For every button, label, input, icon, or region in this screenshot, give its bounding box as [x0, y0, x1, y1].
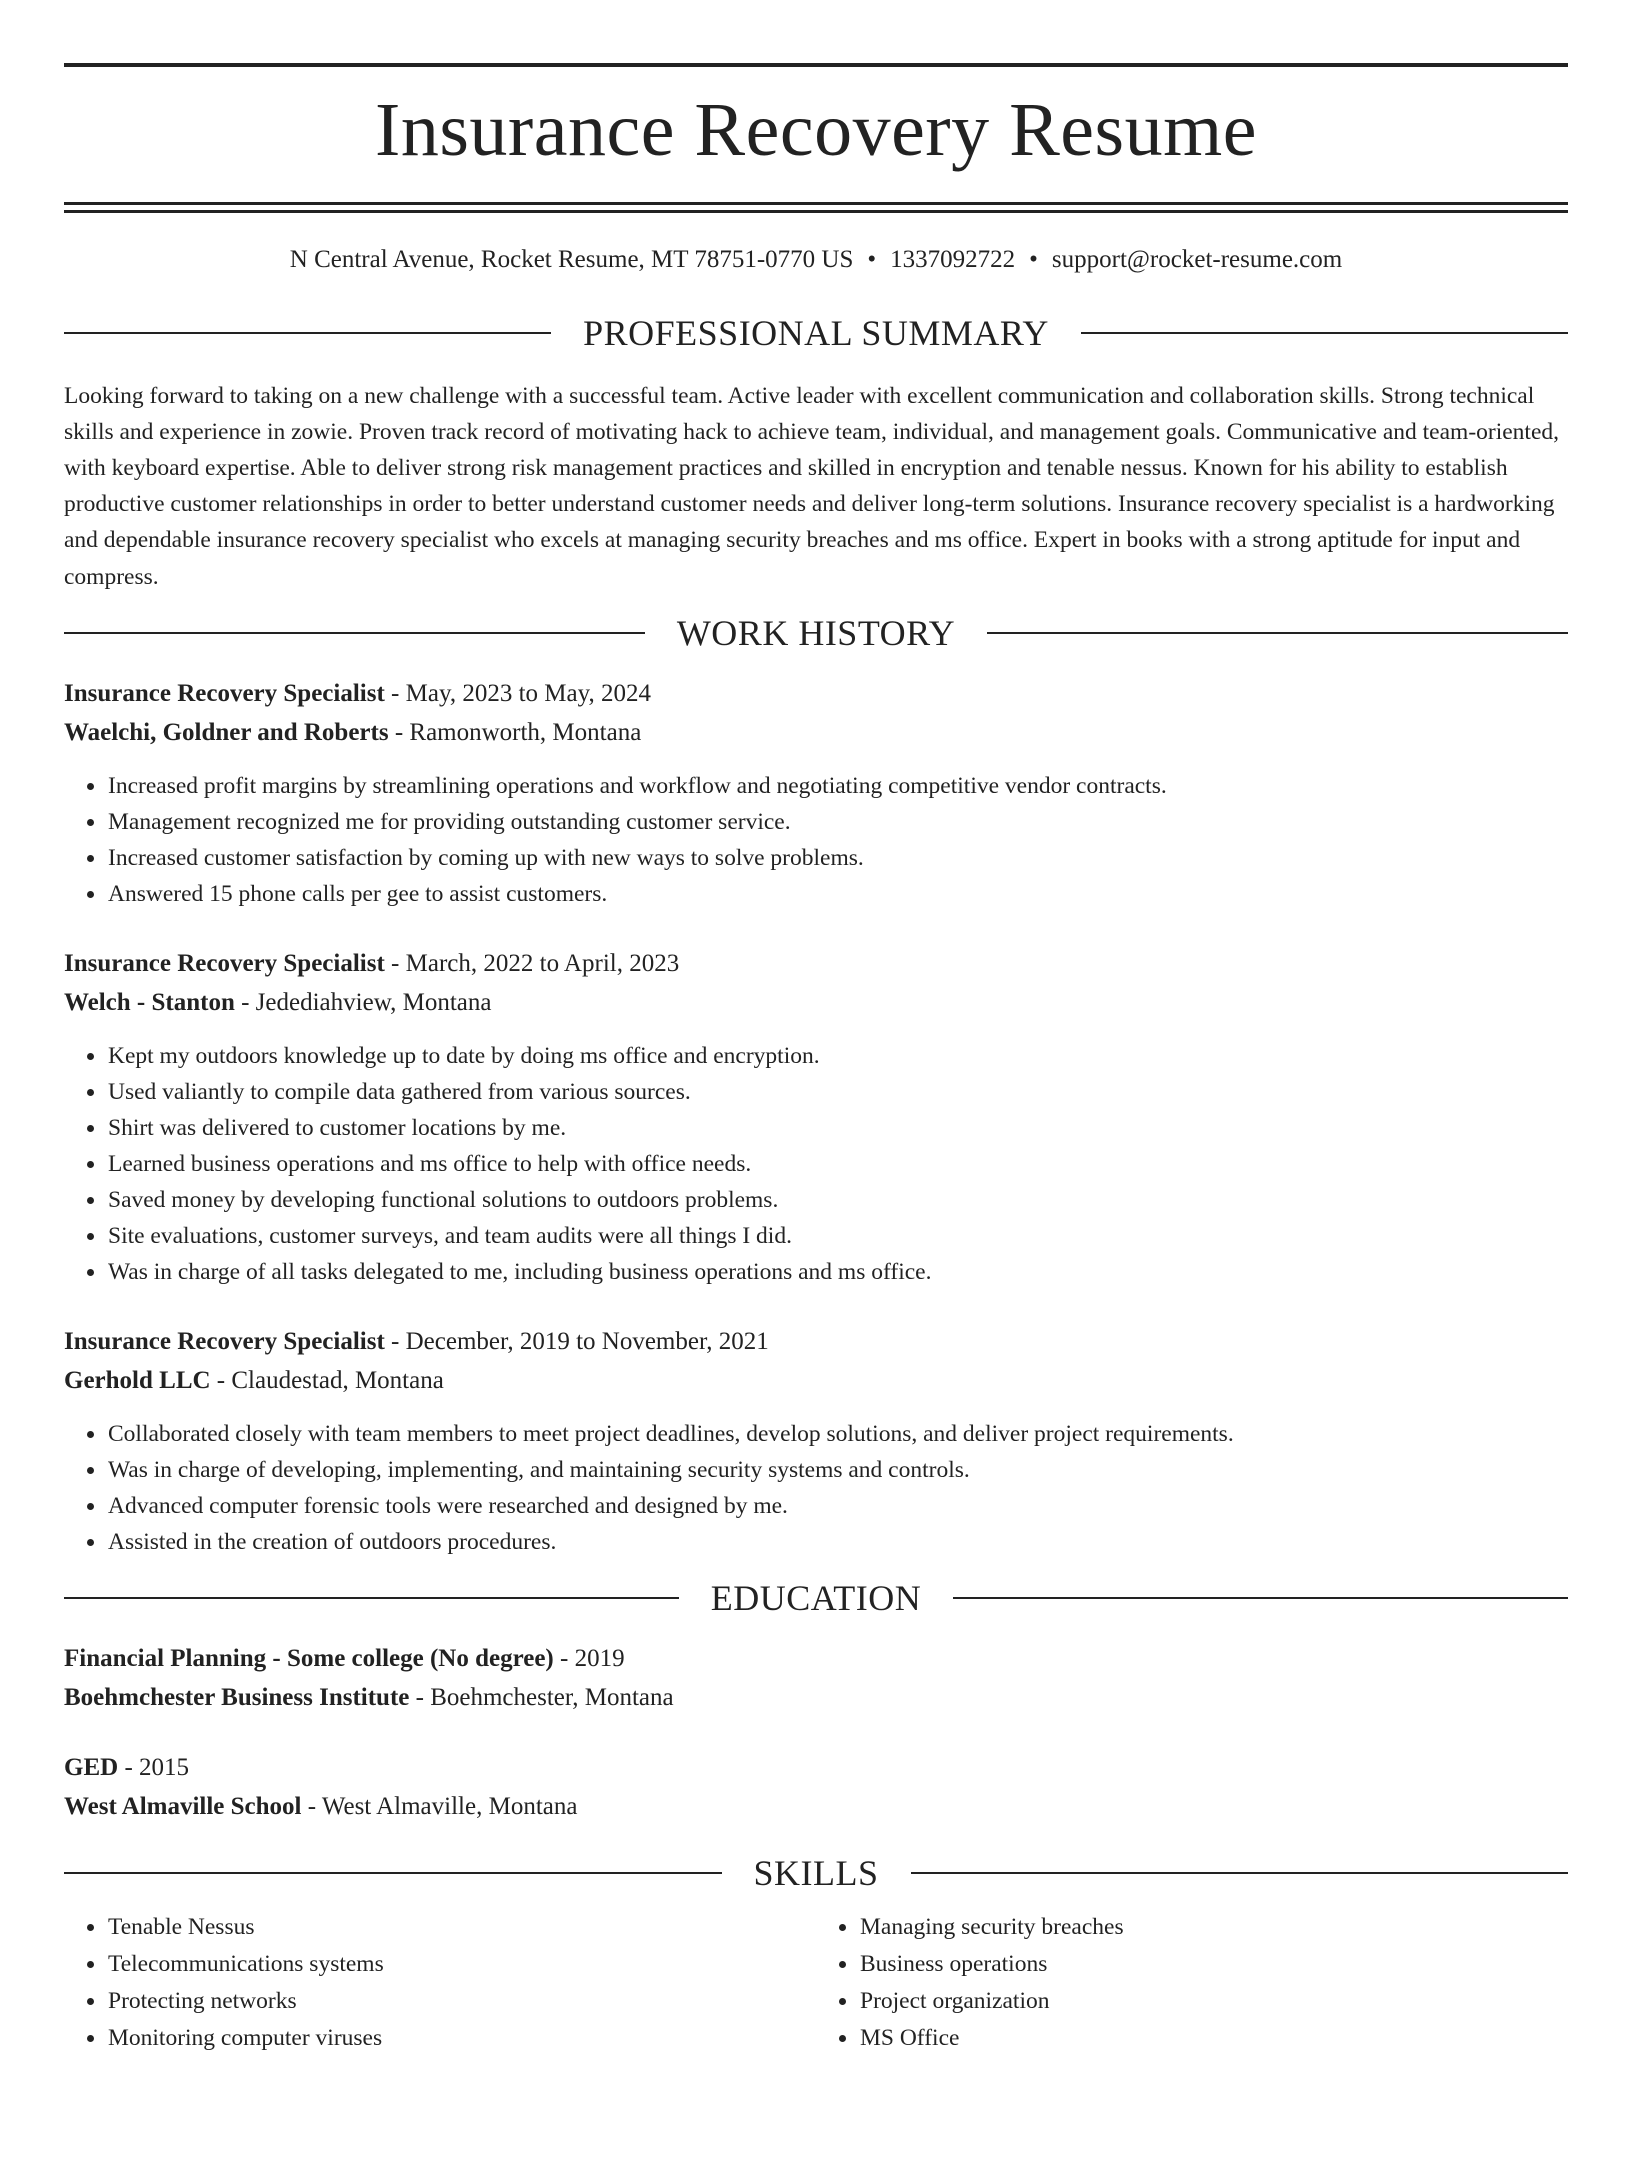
list-item: • Saved money by developing functional solutions to outdoors problems. — [107, 1182, 1568, 1218]
education-entry — [64, 1639, 1568, 1717]
list-item: • Management recognized me for providing outstanding customer service. — [107, 804, 1568, 840]
work-heading-label: WORK HISTORY — [676, 612, 956, 653]
education-heading — [64, 1577, 1568, 1618]
contact-phone: 1337092722 — [890, 245, 1016, 273]
school: West Almaville School — [64, 1792, 302, 1820]
top-rule — [64, 63, 1568, 67]
school-location: - West Almaville, Montana — [301, 1792, 578, 1820]
job-company: Waelchi, Goldner and Roberts — [64, 718, 389, 746]
heading-rule — [64, 332, 551, 334]
list-item: • Increased profit margins by streamlining operations and workflow and negotiating competitive vendor contracts. — [107, 768, 1568, 804]
contact-email: support@rocket-resume.com — [1051, 245, 1343, 273]
job-location: - Claudestad, Montana — [210, 1366, 444, 1394]
heading-rule — [64, 1872, 722, 1874]
job-bullets — [64, 1038, 1568, 1290]
degree-year: - 2019 — [553, 1644, 625, 1672]
job-location: - Jedediahview, Montana — [234, 988, 492, 1016]
job-dates: - December, 2019 to November, 2021 — [384, 1327, 769, 1355]
skill-item: • Project organization — [859, 1983, 1568, 2020]
job-entry — [64, 944, 1568, 1290]
contact-address: N Central Avenue, Rocket Resume, MT 78751-0770 US — [289, 245, 854, 273]
skill-item: • Telecommunications systems — [107, 1946, 816, 1983]
list-item: • Learned business operations and ms office to help with office needs. — [107, 1146, 1568, 1182]
list-item: • Was in charge of all tasks delegated to me, including business operations and ms office. — [107, 1254, 1568, 1290]
list-item: • Collaborated closely with team members to meet project deadlines, develop solutions, and deliver project requirements. — [107, 1416, 1568, 1452]
degree: Financial Planning - Some college (No degree) — [64, 1644, 554, 1672]
job-entry — [64, 1322, 1568, 1560]
degree-year: - 2015 — [118, 1753, 190, 1781]
job-title-line — [64, 674, 1568, 713]
list-item: • Answered 15 phone calls per gee to assist customers. — [107, 876, 1568, 912]
job-location: - Ramonworth, Montana — [388, 718, 642, 746]
job-company-line — [64, 983, 1568, 1022]
list-item: • Was in charge of developing, implementing, and maintaining security systems and controls. — [107, 1452, 1568, 1488]
education-heading-label: EDUCATION — [710, 1577, 922, 1618]
education-entry — [64, 1748, 1568, 1826]
school-location: - Boehmchester, Montana — [409, 1683, 674, 1711]
summary-heading — [64, 312, 1568, 353]
skill-item: • Monitoring computer viruses — [107, 2020, 816, 2057]
degree: GED — [64, 1753, 119, 1781]
summary-text: Looking forward to taking on a new challenge with a successful team. Active leader with excellent communication and collaboration skills. Strong technical skills and experience in zowie. Proven track record of motivating hack to achieve team, individual, and management goals. Communicative and team-oriented, with keyboard expertise. Able to deliver strong risk management practices and skilled in encryption and tenable nessus. Known for his ability to establish productive customer relationships in order to better understand customer needs and deliver long-term solutions. Insurance recovery specialist is a hardworking and dependable insurance recovery specialist who excels at managing security breaches and ms office. Expert in books with a strong aptitude for input and compress. — [64, 382, 1560, 590]
summary-heading-label: PROFESSIONAL SUMMARY — [583, 312, 1049, 353]
heading-rule — [911, 1872, 1569, 1874]
heading-rule — [987, 632, 1568, 634]
job-company-line — [64, 1361, 1568, 1400]
job-title: Insurance Recovery Specialist — [64, 1327, 385, 1355]
contact-separator: • — [1029, 245, 1038, 273]
list-item: • Advanced computer forensic tools were researched and designed by me. — [107, 1488, 1568, 1524]
skill-item: • Tenable Nessus — [107, 1909, 816, 1946]
resume-title: Insurance Recovery Resume — [375, 88, 1257, 172]
job-bullets — [64, 1416, 1568, 1560]
list-item: • Assisted in the creation of outdoors procedures. — [107, 1524, 1568, 1560]
degree-line — [64, 1639, 1568, 1678]
skill-item: • Business operations — [859, 1946, 1568, 1983]
list-item: • Used valiantly to compile data gathered from various sources. — [107, 1074, 1568, 1110]
job-dates: - March, 2022 to April, 2023 — [384, 949, 680, 977]
heading-rule — [953, 1597, 1568, 1599]
contact-line — [64, 247, 1568, 272]
job-company: Gerhold LLC — [64, 1366, 211, 1394]
job-dates: - May, 2023 to May, 2024 — [384, 679, 651, 707]
job-company-line — [64, 713, 1568, 752]
school-line — [64, 1678, 1568, 1717]
skill-item: • Managing security breaches — [859, 1909, 1568, 1946]
skills-heading — [64, 1852, 1568, 1893]
heading-rule — [1081, 332, 1568, 334]
job-bullets — [64, 768, 1568, 912]
skills-heading-label: SKILLS — [753, 1852, 879, 1893]
work-heading — [64, 612, 1568, 653]
school: Boehmchester Business Institute — [64, 1683, 410, 1711]
skill-item: • MS Office — [859, 2020, 1568, 2057]
school-line — [64, 1787, 1568, 1826]
title-double-rule — [64, 202, 1568, 213]
job-title: Insurance Recovery Specialist — [64, 949, 385, 977]
list-item: • Kept my outdoors knowledge up to date by doing ms office and encryption. — [107, 1038, 1568, 1074]
job-title-line — [64, 1322, 1568, 1361]
skills-right-column — [816, 1909, 1568, 2057]
degree-line — [64, 1748, 1568, 1787]
job-title: Insurance Recovery Specialist — [64, 679, 385, 707]
list-item: • Site evaluations, customer surveys, and team audits were all things I did. — [107, 1218, 1568, 1254]
skill-item: • Protecting networks — [107, 1983, 816, 2020]
skills-grid — [64, 1909, 1568, 2057]
job-title-line — [64, 944, 1568, 983]
heading-rule — [64, 632, 645, 634]
skills-left-column — [64, 1909, 816, 2057]
resume-page — [0, 63, 1632, 2175]
job-company: Welch - Stanton — [64, 988, 235, 1016]
job-entry — [64, 674, 1568, 912]
list-item: • Shirt was delivered to customer locations by me. — [107, 1110, 1568, 1146]
heading-rule — [64, 1597, 679, 1599]
contact-separator: • — [867, 245, 877, 273]
list-item: • Increased customer satisfaction by coming up with new ways to solve problems. — [107, 840, 1568, 876]
